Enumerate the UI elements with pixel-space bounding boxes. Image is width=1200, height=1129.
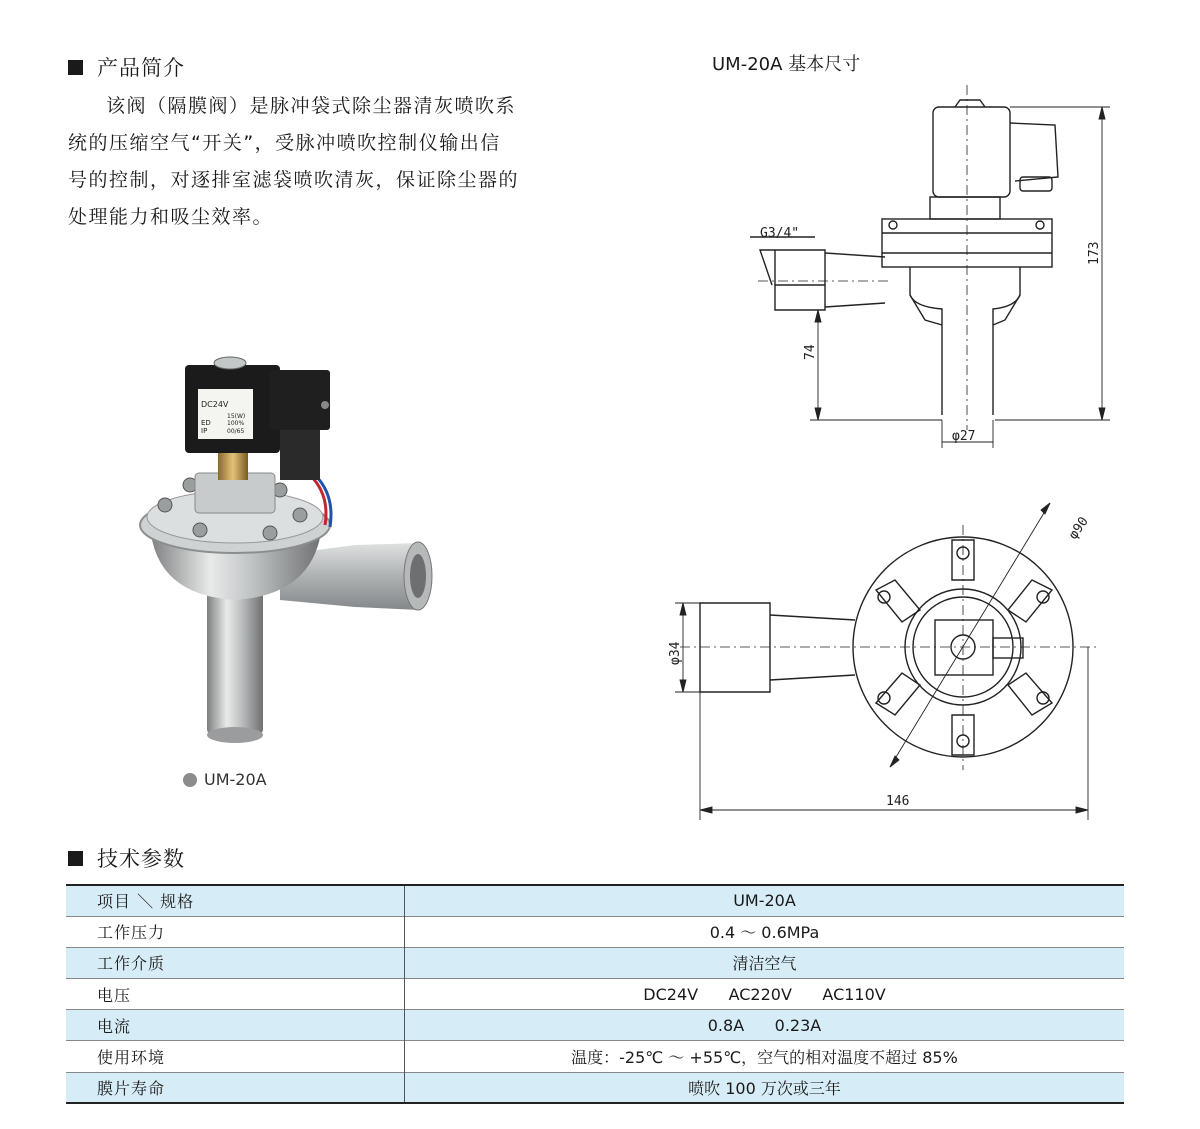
- spec-table-header: [66, 885, 1124, 916]
- row-label-medium: 工作介质: [66, 947, 405, 978]
- row-label-diaphragm-life: 膜片寿命: [66, 1072, 405, 1103]
- dimension-title: UM-20A 基本尺寸: [712, 54, 861, 75]
- square-bullet-icon: [68, 851, 83, 866]
- flange-diameter-label: φ90: [1065, 514, 1092, 543]
- intro-section-title: [68, 52, 185, 82]
- coil-voltage-text: DC24V: [201, 400, 229, 409]
- height-lower-label: 74: [803, 344, 818, 360]
- row-value-medium: 清洁空气: [732, 954, 797, 974]
- row-value-pressure: 0.4 ～ 0.6MPa: [709, 923, 820, 943]
- coil-ip-value: 00/65: [227, 428, 245, 435]
- row-value-voltage: DC24V AC220V AC110V: [643, 984, 886, 1004]
- square-bullet-icon: [68, 60, 83, 75]
- table-row: [66, 1041, 1124, 1072]
- valve-photo: [130, 345, 440, 755]
- spec-section-title: [68, 843, 185, 873]
- length-label: 146: [886, 794, 910, 809]
- intro-text: 该阀（隔膜阀）是脉冲袋式除尘器清灰喷吹系统的压缩空气“开关”，受脉冲喷吹控制仪输出信号的控制，对逐排室滤袋喷吹清灰，保证除尘器的处理能力和吸尘效率。: [68, 95, 520, 228]
- coil-power-text: 15(W): [227, 413, 246, 420]
- inlet-diameter-label: φ34: [668, 641, 683, 665]
- spec-table: [66, 884, 1124, 1104]
- row-value-current: 0.8A 0.23A: [707, 1015, 822, 1035]
- coil-ed-text: ED: [201, 419, 211, 427]
- table-row: [66, 979, 1124, 1010]
- row-value-environment: 温度：-25℃ ～ +55℃，空气的相对温度不超过 85%: [571, 1048, 958, 1068]
- intro-title-text: 产品简介: [97, 56, 185, 80]
- header-model-cell: UM-20A: [733, 891, 796, 911]
- height-total-label: 173: [1087, 241, 1102, 265]
- row-value-diaphragm-life: 喷吹 100 万次或三年: [688, 1078, 841, 1098]
- table-row: [66, 916, 1124, 947]
- row-label-current: 电流: [66, 1010, 405, 1041]
- outlet-diameter-label: φ27: [952, 429, 976, 444]
- table-row: [66, 1010, 1124, 1041]
- row-label-voltage: 电压: [66, 979, 405, 1010]
- row-label-environment: 使用环境: [66, 1041, 405, 1072]
- table-row: [66, 1072, 1124, 1103]
- spec-title-text: 技术参数: [97, 847, 185, 871]
- photo-caption-text: UM-20A: [204, 770, 267, 789]
- row-label-pressure: 工作压力: [66, 916, 405, 947]
- thread-label: G3/4": [760, 226, 800, 241]
- dimension-drawing: [650, 85, 1120, 830]
- bullet-dot-icon: [183, 773, 197, 787]
- coil-ip-text: IP: [201, 427, 208, 435]
- coil-ed-value: 100%: [227, 420, 245, 427]
- intro-paragraph: [68, 88, 520, 236]
- header-item-cell: 项目 ＼ 规格: [66, 885, 405, 916]
- table-row: [66, 947, 1124, 978]
- photo-caption: [183, 770, 267, 789]
